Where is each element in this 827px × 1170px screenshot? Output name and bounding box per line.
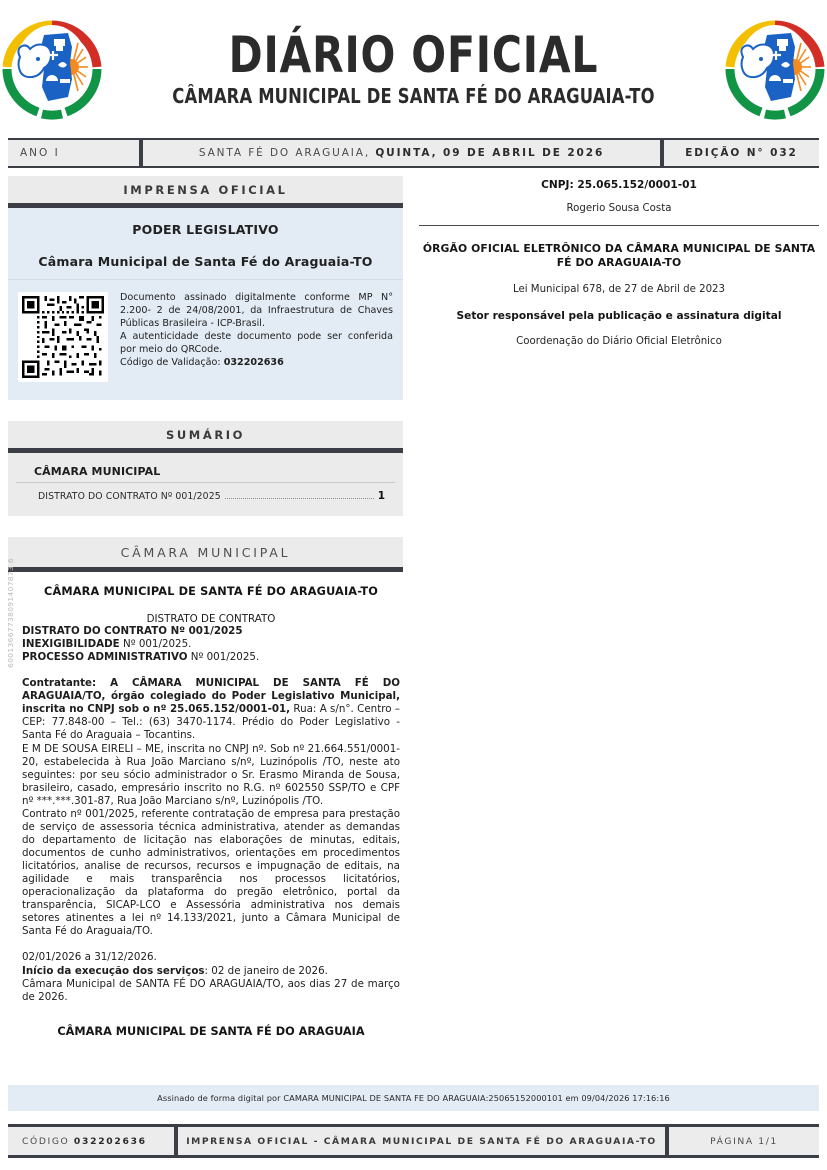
qr-code-icon[interactable] [18,292,108,382]
digital-signature-bar: Assinado de forma digital por CAMARA MUNICIPAL DE SANTA FE DO ARAGUAIA:25065152000101 em 09/04/2026 17:16:16 [8,1085,819,1111]
doc-paragraph-objeto: Contrato nº 001/2025, referente contratação de empresa para prestação de serviço de assessoria técnica administrativa, atender as demandas do departamento de licitação nas elaborações de minutas, editais, documentos de cunho administrativos, orientações em procedimentos licitatórios, analise de recursos, recursos e impugnação de editais, na agilidade e mais transparência nos processos licitatórios, operacionalização da plataforma do pregão eletrônico, portal da transparência, SICAP-LCO e Assessória administrativa nos demais setores atinentes a lei nº 14.133/2021, junto a Câmara Municipal de Santa Fé do Araguaia/TO. [22,807,400,938]
camara-municipal-section [8,537,403,1038]
right-column [403,176,819,1038]
setor-responsavel-label: Setor responsável pela publicação e assinatura digital [456,310,782,323]
doc-inicio-execucao: Início da execução dos serviços: 02 de janeiro de 2026. [22,964,328,977]
digital-signature-block [8,279,403,400]
masthead-title-block [106,26,721,108]
masthead [0,0,827,138]
coat-of-arms-icon-right [721,17,827,121]
footer-page-number: PÁGINA 1/1 [710,1135,778,1147]
validation-label: Código de Validação: [120,356,221,368]
camara-section-header: CÂMARA MUNICIPAL [8,537,403,572]
info-date [143,140,660,166]
coat-of-arms-icon-left [0,17,106,121]
doc-org-title: CÂMARA MUNICIPAL DE SANTA FÉ DO ARAGUAIA-TO [44,585,378,598]
document-body [8,572,403,1038]
page-subtitle: CÂMARA MUNICIPAL DE SANTA FÉ DO ARAGUAIA-TO [172,84,655,108]
footer-codigo-value: 032202636 [73,1135,147,1147]
doc-kind: DISTRATO DE CONTRATO [146,613,276,625]
doc-processo-line: PROCESSO ADMINISTRATIVO Nº 001/2025. [22,651,260,664]
lei-municipal: Lei Municipal 678, de 27 de Abril de 2023 [512,284,726,296]
sumario-org: CÂMARA MUNICIPAL [16,460,395,483]
page-title: DIÁRIO OFICIAL [228,26,599,84]
signature-text [120,292,393,370]
footer-codigo-label: CÓDIGO [22,1135,70,1147]
sumario-item-page: 1 [377,490,385,502]
sumario-section [8,421,403,516]
doc-local-data: Câmara Municipal de SANTA FÉ DO ARAGUAIA/TO, aos dias 27 de março de 2026. [22,977,400,1003]
camara-municipal-label: Câmara Municipal de Santa Fé do Araguaia-TO [38,254,373,269]
info-ano: ANO I [8,140,139,166]
signature-line-2: A autenticidade deste documento pode ser conferida por meio do QRCode. [120,330,393,355]
doc-vigencia: 02/01/2026 a 31/12/2026. [22,951,157,964]
info-date-value: QUINTA, 09 DE ABRIL DE 2026 [375,147,605,159]
signature-line-1: Documento assinado digitalmente conforme MP N° 2.200- 2 de 24/08/2001, da Infraestrutura de Chaves Públicas Brasileira - ICP-Brasil. [120,292,393,329]
sumario-body [8,453,403,516]
doc-closing-signature: CÂMARA MUNICIPAL DE SANTA FÉ DO ARAGUAIA [57,1024,365,1038]
info-place: SANTA FÉ DO ARAGUAIA, [198,147,371,159]
cnpj-value: CNPJ: 25.065.152/0001-01 [541,179,697,191]
spacer [22,938,400,951]
doc-paragraph-contratada: E M DE SOUSA EIRELI – ME, inscrita no CNPJ nº. Sob nº 21.664.551/0001-20, estabelecida à Rua João Marciano s/nº, Luzinópolis /TO, neste ato seguintes: por seu sócio administrador o Sr. Erasmo Miranda de Sousa, brasileiro, casado, empresário inscrito no R.G. nº 602550 SSP/TO e CPF nº ***.***.301-87, Rua João Marciano s/nº, Luzinópolis /TO. [22,742,400,807]
responsavel-name: Rogerio Sousa Costa [566,203,672,214]
validation-code: 032202636 [223,356,284,368]
doc-inexigibilidade-line: INEXIGIBILIDADE Nº 001/2025. [22,638,192,651]
coordenacao-label: Coordenação do Diário Oficial Eletrônico [516,336,722,348]
footer-center-label: IMPRENSA OFICIAL - CÂMARA MUNICIPAL DE SANTA FÉ DO ARAGUAIA-TO [186,1135,657,1147]
page-footer-bar [8,1124,819,1158]
sumario-dots [225,498,374,499]
horizontal-rule [419,225,819,226]
sumario-header: SUMÁRIO [8,421,403,453]
edition-info-bar [8,138,819,168]
orgao-oficial-title: ÓRGÃO OFICIAL ELETRÔNICO DA CÂMARA MUNICIPAL DE SANTA FÉ DO ARAGUAIA-TO [422,242,816,270]
sumario-item[interactable] [38,490,385,502]
document-side-code: 60013667738091407873 6 [6,558,15,668]
poder-legislativo-label: PODER LEGISLATIVO [132,222,279,237]
imprensa-oficial-header: IMPRENSA OFICIAL [8,176,403,208]
info-edicao: EDIÇÃO N° 032 [664,140,819,166]
doc-paragraph-contratante: Contratante: A CÂMARA MUNICIPAL DE SANTA FÉ DO ARAGUAIA/TO, órgão colegiado do Poder Legislativo Municipal, inscrita no CNPJ sob o nº 25.065.152/0001-01, Rua: A s/n°. Centro – CEP: 77.848-00 – Tel.: (63) 3470-1174. Prédio do Poder Legislativo - Santa Fé do Araguaia – Tocantins. [22,677,400,742]
doc-distrato-line: DISTRATO DO CONTRATO Nº 001/2025 [22,625,243,637]
spacer [22,664,400,677]
content-columns [0,176,827,1038]
sumario-item-label: DISTRATO DO CONTRATO Nº 001/2025 [38,491,221,502]
footer-codigo [8,1127,174,1155]
left-column [8,176,403,1038]
poder-legislativo-panel [8,208,403,279]
